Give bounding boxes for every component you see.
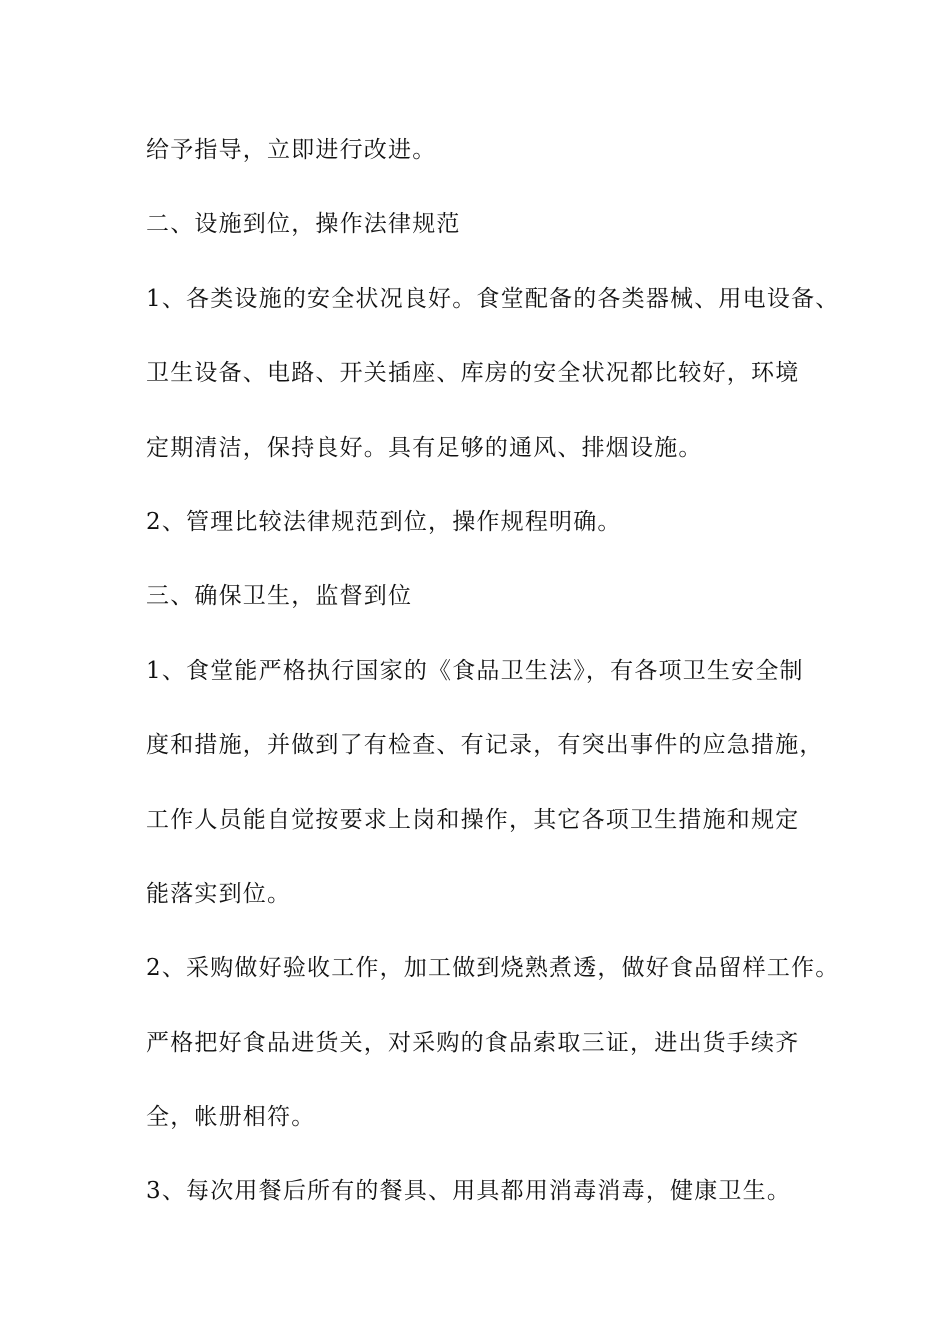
document-body — [146, 132, 840, 1248]
section-heading-facilities: 二、设施到位，操作法律规范 — [146, 211, 461, 238]
paragraph-line: 定期清洁，保持良好。具有足够的通风、排烟设施。 — [146, 434, 703, 461]
paragraph-line: 能落实到位。 — [146, 880, 292, 907]
paragraph-line: 2、采购做好验收工作，加工做到烧熟煮透，做好食品留样工作。 — [146, 955, 840, 982]
paragraph-line: 2、管理比较法律规范到位，操作规程明确。 — [146, 508, 622, 535]
paragraph-line: 工作人员能自觉按要求上岗和操作，其它各项卫生措施和规定 — [146, 806, 800, 833]
section-heading-hygiene: 三、确保卫生，监督到位 — [146, 583, 413, 610]
paragraph-line: 严格把好食品进货关，对采购的食品索取三证，进出货手续齐 — [146, 1029, 800, 1056]
paragraph-line: 1、各类设施的安全状况良好。食堂配备的各类器械、用电设备、 — [146, 285, 840, 312]
paragraph-line-continuation: 给予指导，立即进行改进。 — [146, 137, 437, 163]
paragraph-line: 全，帐册相符。 — [146, 1104, 316, 1131]
paragraph-line: 1、食堂能严格执行国家的《食品卫生法》，有各项卫生安全制 — [146, 657, 804, 684]
paragraph-line: 卫生设备、电路、开关插座、库房的安全状况都比较好，环境 — [146, 360, 800, 387]
paragraph-line: 度和措施，并做到了有检查、有记录，有突出事件的应急措施， — [146, 732, 824, 759]
paragraph-line: 3、每次用餐后所有的餐具、用具都用消毒消毒，健康卫生。 — [146, 1178, 792, 1205]
